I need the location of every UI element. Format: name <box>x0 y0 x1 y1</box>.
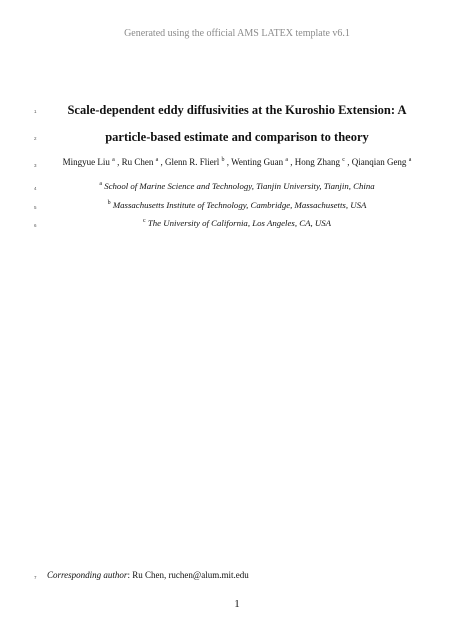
paper-title-line-1: Scale-dependent eddy diffusivities at the Kuroshio Extension: A <box>67 103 407 117</box>
paper-title-line-2: particle-based estimate and comparison to theory <box>105 130 369 144</box>
line-number: 2 <box>34 136 37 141</box>
line-number: 5 <box>34 205 37 210</box>
author-name: Wenting Guan <box>231 157 284 167</box>
line-number: 6 <box>34 223 37 228</box>
affiliation-text: School of Marine Science and Technology, Tianjin University, Tianjin, China <box>104 181 375 191</box>
author-name: Mingyue Liu <box>62 157 110 167</box>
line-number: 3 <box>34 163 37 168</box>
affiliation-c <box>0 218 474 228</box>
affiliation-mark: c <box>342 157 345 163</box>
affiliation-b <box>0 200 474 210</box>
affiliation-text: Massachusetts Institute of Technology, Cambridge, Massachusetts, USA <box>112 200 367 210</box>
affiliation-mark: a <box>99 181 103 187</box>
author-name: Qianqian Geng <box>351 157 407 167</box>
author-list: Mingyue Liu $^a$ , Ru Chen $^a$ , Glenn R. Flierl $^b$ , Wenting Guan $^a$ , Hong Zhang $^c$ , Qianqian Geng $^a$ <box>62 157 412 167</box>
line-number: 7 <box>34 575 37 580</box>
line-number: 4 <box>34 186 37 191</box>
corresponding-label: Corresponding author <box>47 570 128 580</box>
template-note: Generated using the official AMS LATEX template v6.1 <box>124 28 350 39</box>
affiliation-text: The University of California, Los Angeles, CA, USA <box>147 218 331 228</box>
page-number: 1 <box>234 598 240 610</box>
author-name: Hong Zhang <box>294 157 341 167</box>
corresponding-text: : Ru Chen, ruchen@alum.mit.edu <box>127 570 249 580</box>
affiliation-mark: a <box>112 157 115 163</box>
affiliation-mark: a <box>285 157 289 163</box>
corresponding-author <box>47 570 249 580</box>
affiliation-mark: a <box>408 157 412 163</box>
affiliation-mark: b <box>107 200 111 206</box>
affiliation-mark: c <box>143 218 146 224</box>
author-name: Ru Chen <box>121 157 154 167</box>
affiliation-mark: a <box>155 157 159 163</box>
author-name: Glenn R. Flierl <box>165 157 220 167</box>
line-number: 1 <box>34 109 37 114</box>
affiliation-mark: b <box>221 157 225 163</box>
affiliation-a <box>0 181 474 191</box>
